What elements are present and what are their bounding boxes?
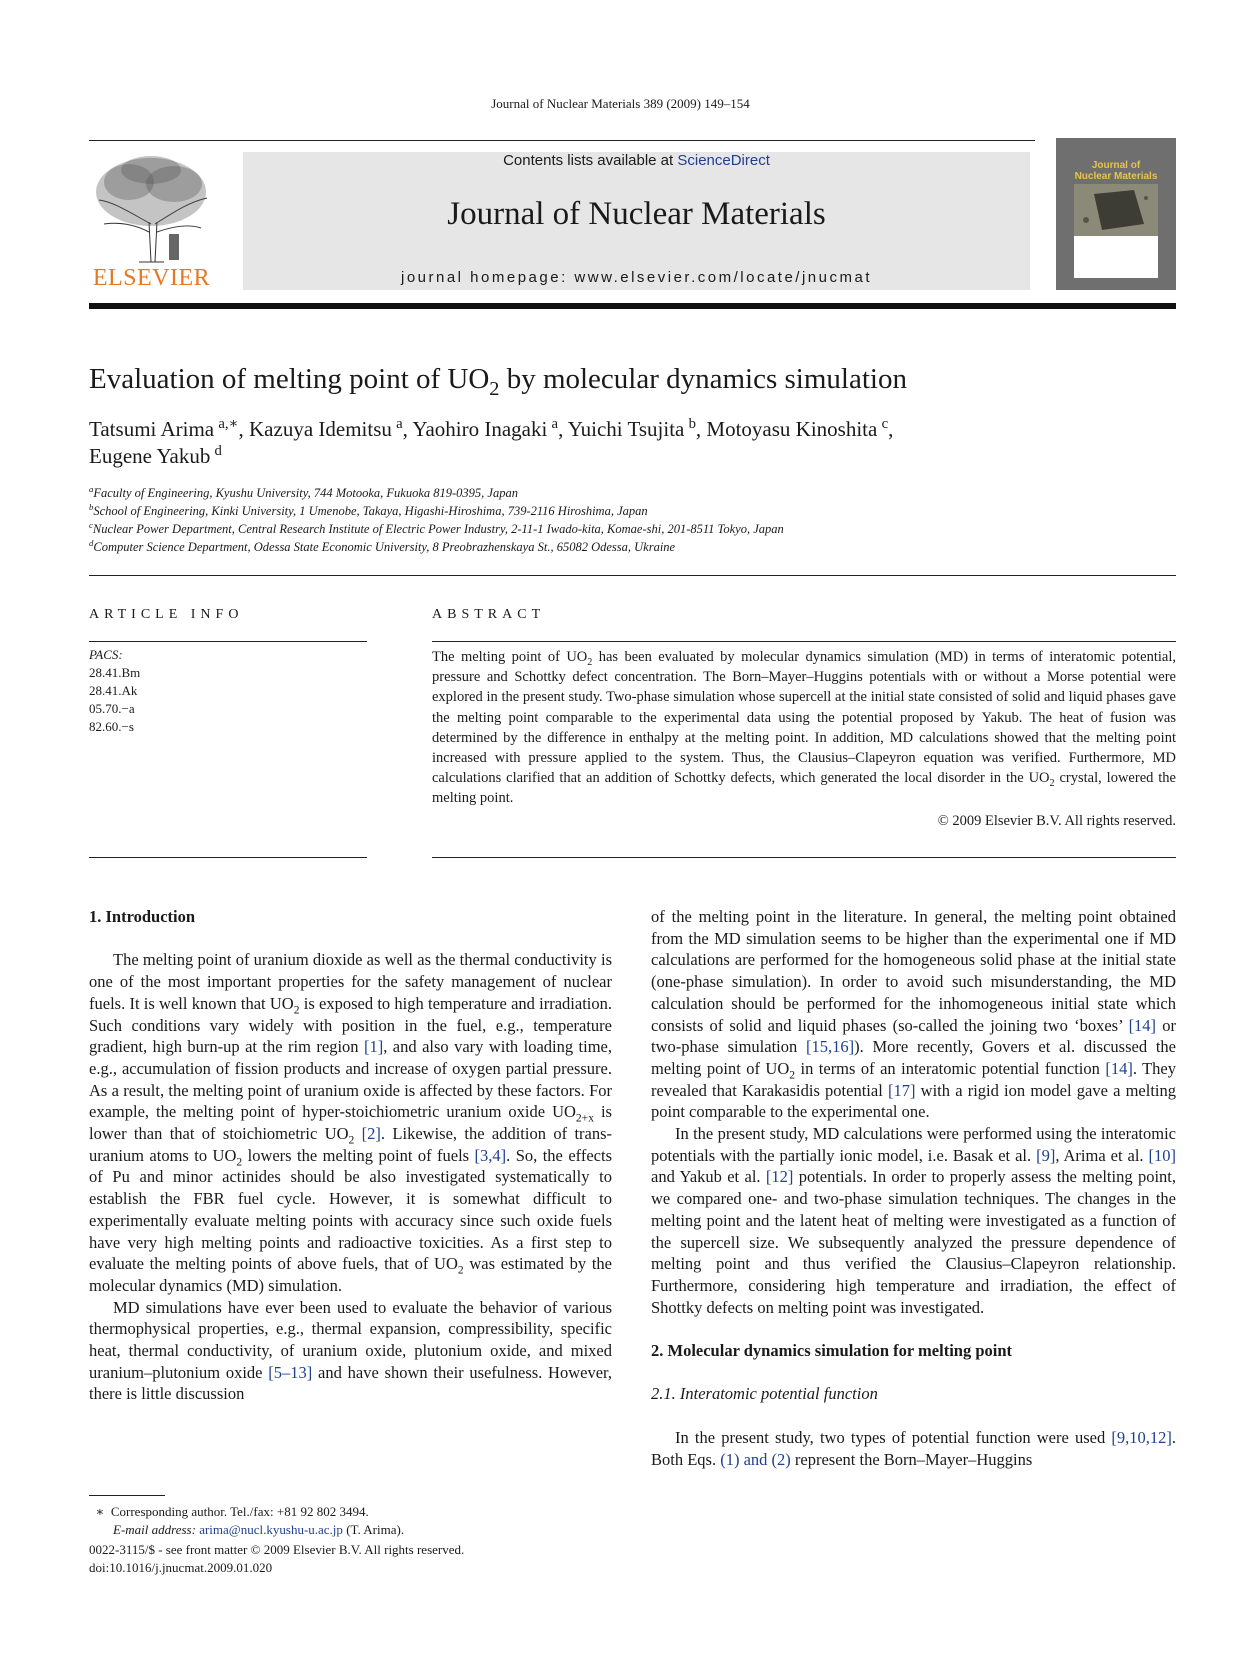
doi-line[interactable]: doi:10.1016/j.jnucmat.2009.01.020 <box>89 1560 273 1575</box>
author-name: Motoyasu Kinoshita <box>706 417 878 441</box>
paragraph <box>89 949 612 1296</box>
author-name: Tatsumi Arima <box>89 417 215 441</box>
title-text: by molecular dynamics simulation <box>499 363 907 395</box>
affiliation-mark: c <box>89 519 93 530</box>
cover-title-line: Journal of <box>1091 160 1141 171</box>
text-run: in terms of an interatomic potential function <box>795 1058 1106 1078</box>
abstract-copyright: © 2009 Elsevier B.V. All rights reserved. <box>937 812 1176 829</box>
article-title <box>89 363 907 400</box>
subscript: 2 <box>789 1069 796 1082</box>
footnote-text: (T. Arima). <box>342 1522 405 1537</box>
running-head: Journal of Nuclear Materials 389 (2009) 149–154 <box>491 96 750 111</box>
header-thick-rule <box>89 303 1176 309</box>
header-rule <box>89 140 1035 141</box>
footnote-text: Corresponding author. Tel./fax: +81 92 802 3494. <box>110 1504 369 1519</box>
text-run: In the present study, two types of potential function were used <box>675 1427 1112 1447</box>
body-column-left <box>89 906 612 1405</box>
text-run: . So, the effects of Pu and minor actinides should be also investigated systematically to establish the FBR fuel cycle. However, it is somewhat difficult to experimentally evaluate melting points with accuracy since such oxide fuels have very high melting points and radioactive toxicities. As a first step to evaluate the melting points of above fuels, that of UO <box>89 1145 612 1274</box>
author-affiliation-mark: a,∗ <box>218 416 239 432</box>
citation-link[interactable]: [3,4] <box>474 1145 507 1165</box>
article-info-rule <box>89 641 367 642</box>
text-run: was estimated by the molecular dynamics (MD) simulation. <box>89 1254 612 1295</box>
abstract-body <box>432 647 1176 831</box>
author[interactable] <box>249 417 403 441</box>
footnote-rule <box>89 1495 165 1496</box>
subscript: 2+x <box>575 1112 594 1125</box>
citation-link[interactable]: [10] <box>1148 1145 1177 1165</box>
abstract-heading: ABSTRACT <box>432 607 546 622</box>
body-column-right <box>651 906 1176 1470</box>
text-run: and have shown their usefulness. However, there is little discussion <box>89 1362 612 1404</box>
text-run: . Both Eqs. <box>651 1427 1176 1469</box>
text-run: or two-phase simulation <box>651 1015 1177 1057</box>
abstract-text <box>432 647 1176 809</box>
affiliation-mark: d <box>89 537 94 548</box>
citation-link[interactable]: [9] <box>1036 1145 1056 1165</box>
text-run: of the melting point in the literature. In general, the melting point obtained from the MD simulation seems to be higher than the experimental one if MD calculations are performed for the homogeneous solid phase at the initial state (one-phase simulation). In order to avoid such misunderstanding, the MD calculation should be performed for the inhomogeneous initial state which consists of solid and liquid phases (so-called the joining two ‘boxes’ <box>651 907 1176 1035</box>
affiliation-mark: a <box>89 483 94 494</box>
author-separator: , <box>238 417 250 441</box>
author-list <box>89 416 1176 470</box>
abstract-rule <box>432 641 1176 642</box>
text-run: is lower than that of stoichiometric UO <box>89 1102 612 1144</box>
author[interactable] <box>568 417 696 441</box>
text-run: , and also vary with loading time, e.g., accumulation of fission products and increase of oxygen partial pressure. As a result, the melting point of uranium oxide is affected by these factors. For example, the melting point of hyper-stoichiometric uranium oxide UO <box>89 1037 613 1122</box>
text-run: potentials. In order to properly assess the melting point, we compared one- and two-phase simulation techniques. The changes in the melting point and the latent heat of melting were investigated as a function of the supercell size. We subsequently analyzed the pressure dependence of melting point and thus verified the Clausius–Clapeyron relationship. Furthermore, considering high temperature and irradiation, the effect of Shottky defects on melting point was investigated. <box>651 1167 1176 1317</box>
author-separator: , <box>888 417 894 441</box>
contents-prefix: Contents lists available at <box>503 152 678 169</box>
text-run: lowers the melting point of fuels <box>242 1145 475 1165</box>
journal-name: Journal of Nuclear Materials <box>447 196 826 232</box>
cover-title <box>1056 160 1176 182</box>
affiliation-mark: b <box>89 501 94 512</box>
text-run: . They revealed that Karakasidis potential <box>651 1058 1177 1100</box>
affiliation <box>89 520 784 538</box>
affiliation-text: Faculty of Engineering, Kyushu University, 744 Motooka, Fukuoka 819-0395, Japan <box>93 486 518 500</box>
citation-link[interactable]: [17] <box>887 1080 916 1100</box>
citation-link[interactable]: [9,10,12] <box>1111 1427 1172 1447</box>
section-heading: 2. Molecular dynamics simulation for melting point <box>651 1341 1013 1361</box>
author-affiliation-mark: b <box>688 416 696 432</box>
pacs-code: 28.41.Bm <box>89 665 141 680</box>
section-heading: 1. Introduction <box>89 907 196 926</box>
email-label: E-mail address: <box>113 1522 200 1537</box>
pacs-label: PACS: <box>89 647 123 662</box>
pacs-list <box>89 646 140 736</box>
author-name: Kazuya Idemitsu <box>249 417 392 441</box>
author-affiliation-mark: a <box>551 416 559 432</box>
elsevier-wordmark: ELSEVIER <box>92 265 211 291</box>
contents-line <box>243 152 1030 169</box>
subscript: 2 <box>348 1134 355 1147</box>
text-run: The melting point of uranium dioxide as well as the thermal conductivity is one of the most important properties for the safety management of nuclear fuels. It is well known that UO <box>89 950 612 1013</box>
subscript: 2 <box>293 1004 300 1017</box>
abstract-run: The melting point of UO <box>432 649 588 665</box>
article-info-heading: ARTICLE INFO <box>89 607 244 622</box>
text-run: MD simulations have ever been used to evaluate the behavior of various thermophysical properties, e.g., thermal expansion, compressibility, specific heat, thermal conductivity, of uranium oxide, plutonium oxide, and mixed uranium–plutonium oxide <box>89 1297 612 1382</box>
author-name: Eugene Yakub <box>89 444 211 468</box>
pacs-code: 82.60.−s <box>89 719 134 734</box>
sciencedirect-link[interactable]: ScienceDirect <box>677 152 770 169</box>
email-link[interactable]: arima@nucl.kyushu-u.ac.jp <box>199 1522 343 1537</box>
affiliation-text: Computer Science Department, Odessa State Economic University, 8 Preobrazhenskaya St., 65082 Odessa, Ukraine <box>93 540 676 554</box>
abstract-rule <box>432 857 1176 858</box>
cover-title-line: Nuclear Materials <box>1074 171 1158 182</box>
elsevier-logo <box>89 152 214 292</box>
subscript: 2 <box>587 656 593 668</box>
subscript: 2 <box>1049 778 1055 790</box>
citation-link[interactable]: [1] <box>363 1037 384 1057</box>
journal-homepage[interactable]: journal homepage: www.elsevier.com/locate/jnucmat <box>400 269 872 286</box>
text-run: represent the Born–Mayer–Huggins <box>790 1449 1033 1469</box>
text-run: is exposed to high temperature and irradiation. Such conditions vary widely with position in the fuel, e.g., temperature gradient, high burn-up at the rim region <box>89 993 612 1057</box>
paragraph <box>651 1123 1176 1318</box>
title-subscript: 2 <box>489 377 500 400</box>
footnote-line <box>89 1521 404 1539</box>
text-run: , Arima et al. <box>1055 1145 1149 1165</box>
citation-link[interactable]: [12] <box>765 1167 794 1187</box>
article-info-rule <box>89 857 367 858</box>
author[interactable] <box>89 444 222 468</box>
subscript: 2 <box>236 1156 243 1169</box>
author-affiliation-mark: d <box>214 443 222 459</box>
affiliation-text: Nuclear Power Department, Central Research Institute of Electric Power Industry, 2-11-1 Iwado-kita, Komae-shi, 201-8511 Tokyo, Japan <box>92 522 784 536</box>
corresponding-author-footnote <box>89 1503 404 1539</box>
subscript: 2 <box>457 1264 464 1277</box>
text-run: ). More recently, Govers et al. discussed the melting point of UO <box>651 1037 1176 1078</box>
pacs-code: 05.70.−a <box>89 701 135 716</box>
affiliation-list <box>89 484 784 556</box>
footnote-mark: ∗ <box>95 1504 105 1519</box>
affiliation <box>89 484 784 502</box>
author-separator: , <box>695 417 707 441</box>
abstract-run: crystal, lowered the melting point. <box>432 770 1176 807</box>
citation-link[interactable]: [5–13] <box>268 1362 313 1382</box>
author-name: Yuichi Tsujita <box>567 417 685 441</box>
equation-link[interactable]: (1) and (2) <box>720 1449 791 1469</box>
pacs-code: 28.41.Ak <box>89 683 138 698</box>
author[interactable] <box>706 417 888 441</box>
paragraph <box>89 1297 612 1406</box>
author-affiliation-mark: a <box>396 416 403 432</box>
affiliation <box>89 502 784 520</box>
cover-panel <box>1074 236 1158 278</box>
paragraph <box>651 906 1176 1123</box>
front-matter <box>89 1541 464 1577</box>
author-separator: , <box>402 417 413 441</box>
paragraph <box>651 1427 1176 1470</box>
author[interactable] <box>412 417 558 441</box>
elsevier-tree-icon <box>89 152 214 264</box>
citation-link[interactable]: [15,16] <box>806 1037 855 1057</box>
title-text: Evaluation of melting point of UO <box>89 363 490 395</box>
text-run: . Likewise, the addition of trans-uranium atoms to UO <box>89 1124 613 1165</box>
text-run: and Yakub et al. <box>651 1167 766 1187</box>
journal-masthead <box>243 152 1030 290</box>
abstract-run: has been evaluated by molecular dynamics simulation (MD) in terms of interatomic potential, pressure and Schottky defect concentration. The Born–Mayer–Huggins potentials with or without a Morse potential were explored in the present study. Two-phase simulation whose supercell at the initial state consisted of solid and liquid phases gave the melting point comparable to the experimental data using the potential proposed by Yakub. The heat of fusion was determined by the difference in enthalpy at the melting point. In addition, MD calculations showed that the melting point increased with pressure applied to the system. Thus, the Clausius–Clapeyron equation was verified. Furthermore, MD calculations clarified that an addition of Schottky defects, which generated the local disorder in the UO <box>432 649 1176 787</box>
journal-cover-image <box>1056 138 1176 290</box>
cover-micrograph <box>1074 184 1158 236</box>
subsection-heading: 2.1. Interatomic potential function <box>651 1384 878 1404</box>
author-name: Yaohiro Inagaki <box>412 417 548 441</box>
footnote-line <box>89 1503 404 1521</box>
citation-link[interactable]: [14] <box>1128 1015 1157 1035</box>
author-affiliation-mark: c <box>881 416 889 432</box>
citation-link[interactable]: [14] <box>1105 1058 1133 1078</box>
text-run: with a rigid ion model gave a melting point comparable to the experimental one. <box>651 1080 1176 1122</box>
section-rule <box>89 575 1176 576</box>
author-separator: , <box>558 417 568 441</box>
issn-line: 0022-3115/$ - see front matter © 2009 Elsevier B.V. All rights reserved. <box>89 1542 465 1557</box>
cover-art-icon <box>1074 184 1158 236</box>
author[interactable] <box>89 417 239 441</box>
affiliation-text: School of Engineering, Kinki University, 1 Umenobe, Takaya, Higashi-Hiroshima, 739-2116 Hiroshima, Japan <box>93 504 648 518</box>
citation-link[interactable]: [2] <box>361 1124 381 1144</box>
affiliation <box>89 538 784 556</box>
text-run: In the present study, MD calculations were performed using the interatomic potentials with the partially ionic model, i.e. Basak et al. <box>651 1124 1176 1165</box>
